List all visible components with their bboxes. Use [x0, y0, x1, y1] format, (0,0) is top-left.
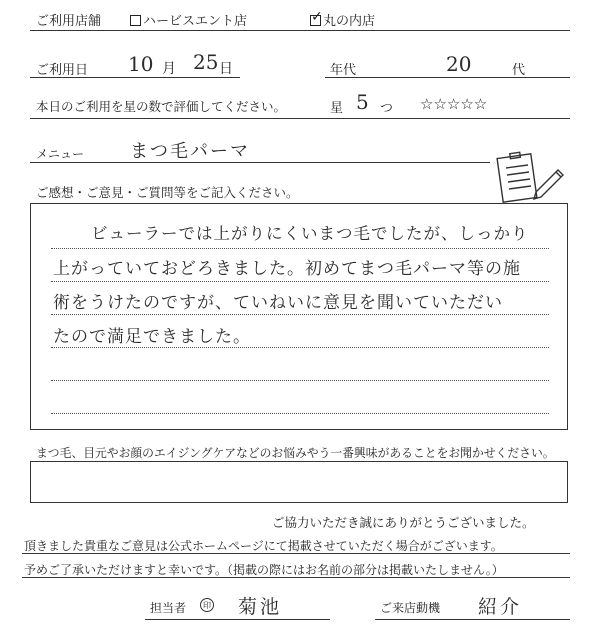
- concerns-box: [30, 461, 568, 503]
- stamp-icon: [200, 598, 214, 612]
- age-unit: 代: [512, 63, 526, 78]
- checkbox-marunouchi[interactable]: [310, 9, 323, 26]
- age-label: 年代: [330, 63, 357, 78]
- store-label: ご利用店舗: [36, 14, 102, 29]
- star-unit: つ: [380, 101, 394, 116]
- notice-line-2: 予めご了承いただけますと幸いです。（掲載の際にはお名前の部分は掲載いたしません。）: [24, 563, 504, 577]
- feedback-line-1: ビューラーでは上がりにくいまつ毛でしたが、しっかり: [91, 224, 529, 243]
- stamp-label: 印: [203, 601, 211, 610]
- check-mark-icon: ✓: [311, 9, 323, 25]
- day-unit: 日: [219, 61, 233, 77]
- month-unit: 月: [162, 61, 176, 77]
- clipboard-pencil-icon: [490, 148, 570, 206]
- star-rating-icons: ☆☆☆☆☆: [420, 95, 488, 113]
- star-label: 星: [330, 101, 344, 116]
- date-label: ご利用日: [36, 63, 89, 78]
- staff-name: 菊池: [238, 596, 283, 618]
- age-value: 20: [446, 52, 472, 76]
- store-option-marunouchi[interactable]: [310, 10, 375, 29]
- motive-value: 紹介: [478, 596, 523, 618]
- notice-line-1: 頂きました貴重なご意見は公式ホームページにて掲載させていただく場合がございます。: [24, 539, 503, 553]
- feedback-line-2: 上がっていておどろきました。初めてまつ毛パーマ等の施: [53, 259, 521, 279]
- store-option-harbis[interactable]: [130, 10, 247, 29]
- store-option-harbis-label: ハービスエント店: [143, 14, 248, 29]
- menu-label: メニュー: [36, 147, 85, 161]
- month-value: 10: [128, 52, 154, 76]
- day-value: 25: [193, 50, 219, 74]
- store-option-marunouchi-label: 丸の内店: [323, 14, 376, 29]
- feedback-line-3: 術をうけたのですが、ていねいに意見を聞いていただい: [53, 293, 503, 313]
- staff-label: 担当者: [150, 601, 187, 615]
- menu-value: まつ毛パーマ: [130, 141, 250, 162]
- star-count-value: 5: [356, 90, 369, 114]
- checkbox-harbis[interactable]: [130, 15, 141, 26]
- rating-question: 本日のご利用を星の数で評価してください。: [36, 99, 287, 114]
- concerns-label: まつ毛、目元やお顔のエイジングケアなどのお悩みやう一番興味があることをお聞かせください。: [36, 446, 555, 460]
- thanks-text: ご協力いただき誠にありがとうございました。: [272, 515, 535, 530]
- motive-label: ご来店動機: [380, 601, 441, 615]
- feedback-box: [30, 203, 568, 430]
- feedback-label: ご感想・ご意見・ご質問等をご記入ください。: [36, 185, 299, 200]
- feedback-line-4: たので満足できました。: [53, 327, 251, 347]
